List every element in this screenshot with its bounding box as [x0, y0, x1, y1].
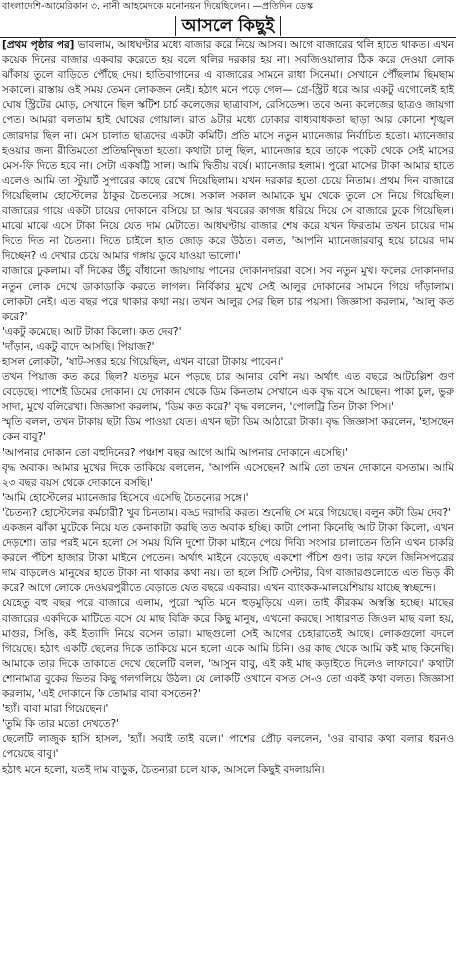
article-paragraph: হাসল লোকটা, 'ষাট-সত্তর হয়ে গিয়েছিল, এখন বারো টাকায় পাবেন।'	[2, 355, 284, 368]
article-paragraph: 'আপনার দোকান তো বহুদিনের? পঞ্চাশ বছর আগে আমি আপনার দোকানে এসেছি।'	[2, 446, 348, 459]
article-paragraph: যেহেতু বহু বছর পরে বাজারে এলাম, পুরো স্মৃতি মনে হুড়মুড়িয়ে এল। তাই কীরকম অস্বস্তি হচ্ছে। মাছের বাজারের একদিকে মাটিতে বসে যে মাছ বিক্রি করে কিছু মানুষ, এখনো করছে। সাধারণত জিওল মাছ বলা হয়, মাগুর, সিঙি, কই ইত্যাদি নিয়ে বসেন তারা। মাছগুলো সেই আগের চেহারাতেই আছে। লোকগুলো বদলে গিয়েছে। হঠাৎ একটি ছেলের দিকে তাকিয়ে মনে হলো একে আমি চিনি। ওর কাছ থেকে আমি কই মাছ কিনেছি। আমাকে তার দিকে তাকাতে দেখে ছেলেটি বলল, 'আসুন বাবু, এই কই মাছ কড়াইতে দিলেও লাফাবে।' কথাটা শোনামাত্র বুকের ভিতর কিছু গলগলিয়ে উঠল। যে লোকটি ওখানে বসত সে-ও তো একই কথা বলত। জিজ্ঞাসা করলাম, 'এই দোকানে কি তোমার বাবা বসতেন?'	[2, 597, 454, 701]
article-paragraph: বাজারে ঢুকলাম। বাঁ দিকের উঁচু বাঁধানো জায়গায় পানের দোকানদাররা বসে। সব নতুন মুখ। ফলের দোকানদার নতুন লোক দেখে ডাকাডাকি করতে লাগল। নির্বিকার মুখে সেই আলুর দোকানের সামনে গিয়ে দাঁড়ালাম। লোকটা নেই। এত বছর পরে থাকার কথা নয়। তখন আলুর সের ছিল চার পয়সা। জিজ্ঞাসা করলাম, 'আলু কত করে?'	[2, 265, 454, 323]
article-body	[2, 38, 454, 973]
continuation-label: [প্রথম পৃষ্ঠার পর]	[2, 39, 75, 51]
article-paragraph: 'আমি হোস্টেলের ম্যানেজার হিসেবে এসেছি চৈতন্যের সঙ্গে।'	[2, 491, 249, 504]
article-paragraph: 'হ্যাঁ। বাবা মারা গিয়েছেন।'	[2, 703, 109, 716]
article-paragraph: 'দাঁড়ান, একটু বাদে আসছি। পিয়াজ?'	[2, 340, 155, 353]
article-paragraph: হঠাৎ মনে হলো, যতই দাম বাড়ুক, চৈতন্যরা চলে যাক, আসলে কিছুই বদলায়নি।	[2, 763, 325, 776]
article-paragraph: তখন পিয়াজ কত করে ছিল? যতদূর মনে পড়ছে চার আনার বেশি নয়। অর্থাৎ এত বছরে আটচল্লিশ গুণ বেড়েছে। পাশেই ডিমের দোকান। যে দোকান থেকে ডিম কিনতাম সেখানে এক বৃদ্ধ বসে আছেন। পাকা চুল, ভুরু সাদা, মুখে বলিরেখা। জিজ্ঞাসা করলাম, 'ডিম কত করে?' বৃদ্ধ বললেন, 'পোলট্রি তিন টাকা পিস।'	[2, 371, 454, 414]
article-paragraph: একজন ঝাঁকা মুটেকে নিয়ে যত কেনাকাটা করছি তত অবাক হচ্ছি। কাটা পোনা কিনেছি আট টাকা কিলো, এখন দেড়শো। তার পরই মনে হলো সে সময় যিনি দুশো টাকা মাইনে পেয়ে দিব্যি সংসার চালাতেন তিনি এখন চাকরি করলে পঁচিশ হাজার টাকা মাইনে পেতেন। অর্থাৎ মাইনে বেড়েছে একশো পঁচিশ গুণ। তার ফলে জিনিসপত্রের দাম বাড়লেও মানুষের হাতে টাকা না থাকার কথা নয়। তা হলে সিটি সেন্টার, বিগ বাজারগুলোতে এত ভিড় কী করে? আগে লোকে দেওঘরপুরীতে বেড়াতে যেত বছরে একবার। এখন ব্যাংকক-মালয়েশিয়ায় যাচ্ছে স্বচ্ছন্দে।	[2, 522, 454, 595]
article-paragraph: স্মৃতি বলল, তখন টাকায় ছটা ডিম পাওয়া যেত। এখন ছটা ডিম আঠারো টাকা। বৃদ্ধ জিজ্ঞাসা করলেন, 'হাসছেন কেন বাবু?'	[2, 416, 454, 444]
headline-bar	[0, 15, 456, 38]
article-paragraph	[2, 38, 454, 264]
dateline: বাংলাদেশি-আমেরিকান ৩. নানী আহমেদকে মনোনয়ন দিয়েছিলেন। —প্রতিদিন ডেস্ক	[2, 1, 314, 12]
article-paragraph: 'একটু কমেছে। আট টাকা কিলো। কত দেব?'	[2, 325, 182, 338]
article-paragraph: বৃদ্ধ অবাক। আমার মুখের দিকে তাকিয়ে বললেন, 'আপনি এসেছেন? আমি তো তখন দোকানে বসতাম। আমি ২৩ বছর বয়স থেকে দোকানে বসছি।'	[2, 461, 454, 489]
article-paragraph: 'চৈতন্য? হোস্টেলের কর্মচারী? খুব চিনতাম। বড্ড দরাদরি করত। শুনেছি সে মরে গিয়েছে। বলুন কটা ডিম দেব?'	[2, 506, 451, 519]
article-paragraph: ছেলেটি লাজুক হাসি হাসল, 'হ্যাঁ। সবাই তাই বলে।' পাশের প্রৌঢ় বললেন, 'ওর বাবার কথা বলার ধরনও পেয়েছে বাবু।'	[2, 733, 454, 761]
paragraph-text: ভাবলাম, আধঘণ্টার মধ্যে বাজার করে নিয়ে আসব। আগে বাজারের থলি হাতে থাকত। এখন কয়েক দিনের বাজার একবার করেতে হয় বলে থলির দরকার হয় না। সবজিওয়ালার ঠিক করে দেওয়া লোক ঝাঁকায় তুলে বাড়িতে পৌঁছে দেয়। হাতিবাগানের এ বাজারের সামনে রাধা সিনেমা। সেখানে পৌঁছলাম ছিমছাম সকালে। রাস্তায় ওই সময় তেমন লোকজন নেই। হঠাৎ মনে পড়ে গেল— গ্রে-স্ট্রিট ধরে আর একটু এগোলেই হাই ঘোষ স্ট্রিটের মোড়, সেখানে ছিল স্কটিশ চার্চ কলেজের ছাত্রাবাস, রেসিডেন্স। তবে অন্য কলেজের ছাত্রও জায়গা পেত। আমরা বলতাম হাই ঘোষের গোয়াল। রাত ৯টার মধ্যে ঢোকার বাধ্যবাধকতা ছাড়া আর কোনো শৃঙ্খল জোরদার ছিল না। মেস চালাত ছাত্রদের একটা কমিটি। প্রতি মাসে নতুন ম্যানেজার নির্বাচিত হতো। ম্যানেজার হওয়ার জন্য রীতিমতো প্রতিদ্বন্দ্বিতা হতো। কথাটা চালু ছিল, ম্যানেজার হবে তাকে পকেট থেকে সেই মাসের মেস-ফি দিতে হবে না। সেটা একষট্টি সাল। আমি দ্বিতীয় বর্ষে। ম্যানেজার হলাম। পুরো মাসের টাকা আমার হাতে এলেও আমি তা স্টুয়ার্ট সুপারের কাছে রেখে দিয়েছিলাম। যখন দরকার হতো চেয়ে নিতাম। প্রথম দিন বাজারে গিয়েছিলাম হোস্টেলের ঠাকুর চৈতন্যের সঙ্গে। সকাল সকাল আমাকে ঘুম থেকে তুলে সে নিয়ে গিয়েছিল। বাজারের গায়ে একটা চায়ের দোকানে বসিয়ে চা আর খবরের কাগজ ধরিয়ে দিয়ে সে বাজারে ঢুকে গিয়েছিল। মাঝে মাঝে এসে টাকা নিয়ে যেত দাম মেটাতে। আধঘণ্টায় বাজার শেষ করে যখন ফিরতাম তখন চায়ের দাম দিতে দিত না চৈতন্য। দিতে চাইলে হাত জোড় করে উঠত। বলত, 'আপনি ম্যানেজারবাবু হয়ে চায়ের দাম দিচ্ছেন? এ দেখার চেয়ে আমার গঙ্গায় ডুবে যাওয়া ভালো।'	[2, 39, 454, 263]
headline: আসলে কিছুই	[175, 16, 281, 36]
article-paragraph: 'তুমি কি তার মতো দেখতে?'	[2, 718, 119, 731]
